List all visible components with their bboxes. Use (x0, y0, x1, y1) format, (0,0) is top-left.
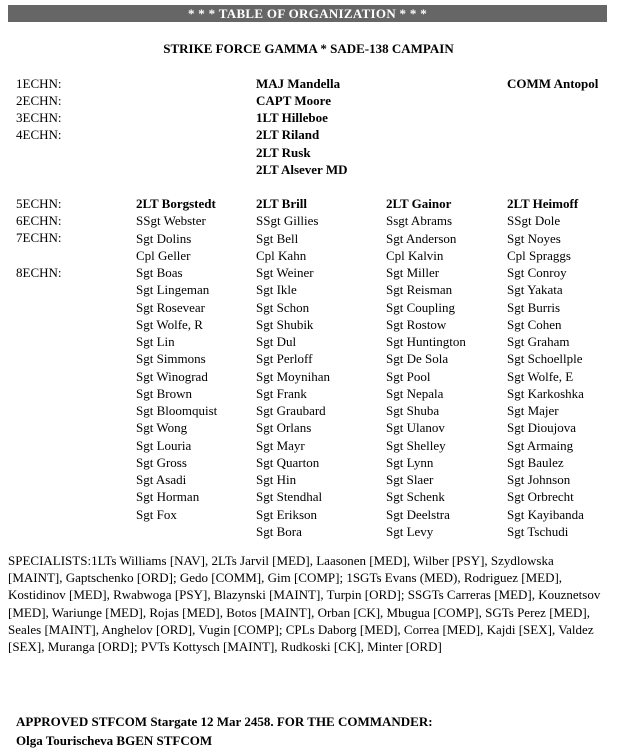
platoon-member: Sgt Shelley (386, 437, 446, 453)
platoon-member: Sgt Horman (136, 489, 200, 505)
platoon-member: Sgt Winograd (136, 368, 208, 384)
platoon-member: Sgt Quarton (256, 454, 320, 470)
platoon-member: Sgt Fox (136, 506, 177, 522)
platoon-member: Sgt Bora (256, 523, 302, 539)
platoon-member: Sgt Hin (256, 472, 297, 487)
platoon-column-4 (507, 195, 584, 540)
echelon-label-5: 5ECHN: (16, 196, 62, 211)
platoon-member: Sgt Tschudi (507, 523, 569, 539)
platoon-member: Sgt Huntington (386, 334, 466, 349)
platoon-member: Sgt Lingeman (136, 282, 210, 298)
command-officer: 2LT Riland (256, 127, 320, 142)
platoon-member: Sgt De Sola (386, 351, 449, 367)
document-subtitle: STRIKE FORCE GAMMA * SADE-138 CAMPAIN (163, 41, 454, 56)
platoon-sgt: Sgt Dolins (136, 230, 192, 246)
platoon-member: Sgt Nepala (386, 385, 444, 401)
platoon-member: Sgt Orbrecht (507, 489, 574, 505)
platoon-member: Sgt Schon (256, 299, 310, 315)
command-officer: 1LT Hilleboe (256, 110, 328, 125)
platoon-ssgt: SSgt Gillies (256, 213, 319, 229)
platoon-leader: 2LT Gainor (386, 196, 452, 211)
platoon-leader: 2LT Heimoff (507, 196, 579, 211)
echelon-label-3: 3ECHN: (16, 110, 62, 125)
platoon-column-1 (136, 195, 217, 523)
platoon-member: Sgt Rostow (386, 316, 447, 332)
platoon-member: Sgt Levy (386, 523, 434, 539)
platoon-member: Sgt Brown (136, 385, 192, 401)
platoon-leader: 2LT Borgstedt (136, 196, 216, 211)
platoon-cpl: Cpl Geller (136, 247, 191, 263)
platoon-member: Sgt Weiner (256, 265, 314, 280)
platoon-member: Sgt Boas (136, 265, 183, 280)
echelon-label-1: 1ECHN: (16, 76, 62, 91)
platoon-member: Sgt Rosevear (136, 299, 205, 315)
platoon-member: Sgt Baulez (507, 454, 564, 470)
approval-signature: Olga Tourischeva BGEN STFCOM (16, 733, 213, 748)
platoon-member: Sgt Kayibanda (507, 506, 584, 522)
platoon-cpl: Cpl Kalvin (386, 247, 444, 263)
platoon-sgt: Sgt Anderson (386, 230, 457, 246)
platoon-member: Sgt Schoellple (507, 351, 583, 367)
platoon-column-3 (386, 195, 466, 540)
platoon-member: Sgt Stendhal (256, 489, 323, 505)
echelon-label-7: 7ECHN: (16, 230, 62, 245)
platoon-member: Sgt Wolfe, R (136, 316, 203, 332)
platoon-member: Sgt Perloff (256, 351, 313, 367)
approval-line: APPROVED STFCOM Stargate 12 Mar 2458. FOR THE COMMANDER: (16, 714, 433, 729)
platoon-ssgt: SSgt Dole (507, 213, 561, 229)
platoon-member: Sgt Orlans (256, 420, 312, 436)
platoon-member: Sgt Lin (136, 334, 175, 349)
platoon-member: Sgt Yakata (507, 282, 563, 298)
platoon-member: Sgt Lynn (386, 454, 434, 470)
platoon-member: Sgt Asadi (136, 472, 187, 487)
platoon-member: Sgt Majer (507, 403, 559, 418)
specialists-paragraph: SPECIALISTS:1LTs Williams [NAV], 2LTs Jarvil [MED], Laasonen [MED], Wilber [PSY], Szydlowska [MAINT], Gaptschenko [ORD]; Gedo [COMM], Gim [COMP]; 1SGTs Evans (MED), Rodriguez [MED], Kostidinov [MED], Rwabwoga [PSY], Blazynski [MAINT], Turpin [ORD]; SSGTs Carreras [MED], Kouznetsov [MED], Wariunge [MED], Rojas [MED], Botos [MAINT], Orban [CK], Mbugua [COMP], SGTs Perez [MED], Seales [MAINT], Anghelov [ORD], Vugin [COMP]; CPLs Daborg [MED], Correa [MED], Kajdi [SEX], Valdez [SEX], Muranga [ORD]; PVTs Kottysch [MAINT], Rudkoski [CK], Minter [ORD] (8, 553, 601, 655)
command-officer: CAPT Moore (256, 93, 331, 108)
platoon-member: Sgt Pool (386, 368, 431, 384)
platoon-sgt: Sgt Noyes (507, 230, 561, 246)
platoon-member: Sgt Wong (136, 420, 188, 436)
echelon-label-8: 8ECHN: (16, 265, 62, 280)
echelon-label-4: 4ECHN: (16, 127, 62, 142)
platoon-member: Sgt Ikle (256, 282, 297, 298)
platoon-member: Sgt Burris (507, 299, 561, 315)
approval-block (16, 712, 611, 750)
command-officer: 2LT Alsever MD (256, 162, 348, 177)
platoon-member: Sgt Dul (256, 334, 297, 349)
title-banner: * * * TABLE OF ORGANIZATION * * * (8, 5, 607, 22)
platoon-member: Sgt Shubik (256, 316, 314, 332)
platoon-member: Sgt Erikson (256, 506, 318, 522)
platoon-member: Sgt Shuba (386, 403, 440, 418)
platoon-cpl: Cpl Kahn (256, 247, 307, 263)
platoon-member: Sgt Louria (136, 437, 192, 453)
platoon-member: Sgt Bloomquist (136, 403, 218, 418)
platoon-member: Sgt Reisman (386, 282, 453, 298)
platoon-member: Sgt Mayr (256, 437, 305, 453)
platoon-cpl: Cpl Spraggs (507, 247, 571, 263)
platoon-member: Sgt Armaing (507, 437, 574, 453)
platoon-member: Sgt Ulanov (386, 420, 445, 436)
platoon-member: Sgt Karkoshka (507, 385, 584, 401)
platoon-member: Sgt Gross (136, 454, 187, 470)
command-officer: 2LT Rusk (256, 145, 311, 160)
platoon-member: Sgt Moynihan (256, 368, 331, 384)
platoon-member: Sgt Miller (386, 265, 440, 280)
platoon-column-2 (256, 195, 330, 540)
platoon-member: Sgt Slaer (386, 472, 434, 487)
platoon-member: Sgt Deelstra (386, 506, 450, 522)
platoon-member: Sgt Dioujova (507, 420, 576, 436)
platoon-sgt: Sgt Bell (256, 230, 299, 246)
platoon-member: Sgt Schenk (386, 489, 445, 505)
platoon-member: Sgt Frank (256, 385, 307, 401)
platoon-member: Sgt Wolfe, E (507, 368, 574, 384)
platoon-member: Sgt Johnson (507, 472, 571, 487)
platoon-leader: 2LT Brill (256, 196, 307, 211)
platoon-member: Sgt Conroy (507, 265, 567, 280)
platoon-ssgt: SSgt Webster (136, 213, 206, 229)
platoon-member: Sgt Graham (507, 334, 570, 349)
platoon-member: Sgt Cohen (507, 316, 562, 332)
echelon-label-6: 6ECHN: (16, 213, 62, 228)
platoon-ssgt: Ssgt Abrams (386, 213, 453, 229)
platoon-member: Sgt Graubard (256, 403, 326, 418)
comm-officer: COMM Antopol (507, 76, 599, 91)
echelon-label-2: 2ECHN: (16, 93, 62, 108)
platoon-member: Sgt Coupling (386, 299, 455, 315)
platoon-member: Sgt Simmons (136, 351, 206, 367)
commander-officer: MAJ Mandella (256, 76, 341, 91)
